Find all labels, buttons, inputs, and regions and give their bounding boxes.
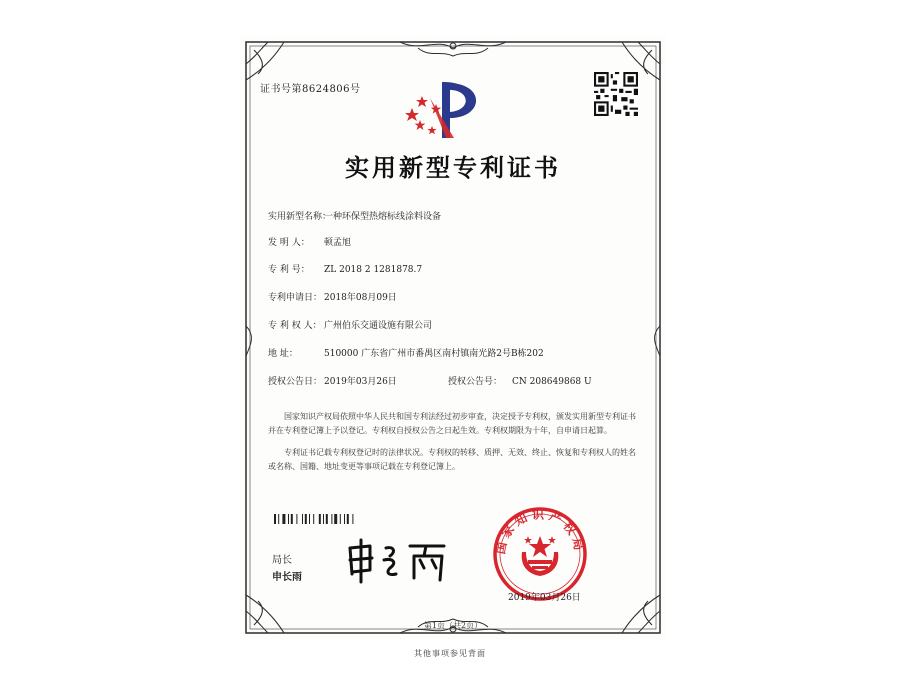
director-name: 申长雨	[272, 572, 302, 583]
qr-code-icon	[594, 72, 638, 116]
footer-note: 其他事项参见背面	[414, 649, 486, 658]
field-label: 授权公告号：	[448, 377, 503, 387]
field-value: 顿孟旭	[324, 238, 352, 248]
field-label: 地 址：	[268, 349, 298, 359]
certificate-title: 实用新型专利证书	[345, 153, 561, 182]
field-label: 授权公告日：	[268, 377, 323, 387]
field-value: CN 208649868 U	[512, 377, 592, 387]
patent-office-logo-icon	[400, 78, 492, 140]
field-grant-date	[268, 374, 397, 387]
field-patent-number	[268, 262, 422, 275]
director-title: 局长	[272, 555, 292, 566]
field-label: 发 明 人：	[268, 238, 310, 248]
seal-date: 2019年03月26日	[508, 593, 581, 603]
handwritten-signature	[340, 536, 460, 586]
field-value: 一种环保型热熔标线涂料设备	[324, 212, 442, 222]
field-application-date	[268, 290, 397, 303]
certificate-page	[240, 36, 666, 639]
field-value: 2018年08月09日	[324, 293, 397, 303]
official-red-seal	[492, 506, 588, 602]
legal-status-paragraph: 专利证书记载专利权登记时的法律状况。专利权的转移、质押、无效、终止、恢复和专利权人的姓名或名称、国籍、地址变更等事项记载在专利登记簿上。	[268, 448, 636, 471]
field-label: 专利申请日：	[268, 293, 323, 303]
field-value: 2019年03月26日	[324, 377, 397, 387]
field-inventor	[268, 235, 351, 248]
top-center-ornament-icon	[400, 42, 506, 56]
field-value: ZL 2018 2 1281878.7	[324, 265, 423, 275]
barcode-icon	[274, 514, 380, 524]
field-address	[268, 346, 544, 359]
certificate-number: 证书号第8624806号	[260, 84, 361, 95]
field-label: 实用新型名称：	[268, 212, 332, 222]
field-publication-number	[448, 374, 592, 387]
field-value: 510000 广东省广州市番禺区南村镇南光路2号B栋202	[324, 349, 544, 359]
field-patentee	[268, 318, 432, 331]
field-label: 专 利 权 人：	[268, 321, 322, 331]
field-label: 专 利 号：	[268, 265, 310, 275]
field-value: 广州伯乐交通设施有限公司	[324, 321, 433, 331]
svg-text:国家知识产权局: 国家知识产权局	[493, 507, 587, 556]
grant-paragraph: 国家知识产权局依照中华人民共和国专利法经过初步审查，决定授予专利权，颁发实用新型专利证书并在专利登记簿上予以登记。专利权自授权公告之日起生效。专利权期限为十年，自申请日起算。	[268, 412, 636, 435]
page-number: 第1页（共2页）	[423, 621, 483, 630]
field-utility-model-name	[268, 209, 441, 222]
